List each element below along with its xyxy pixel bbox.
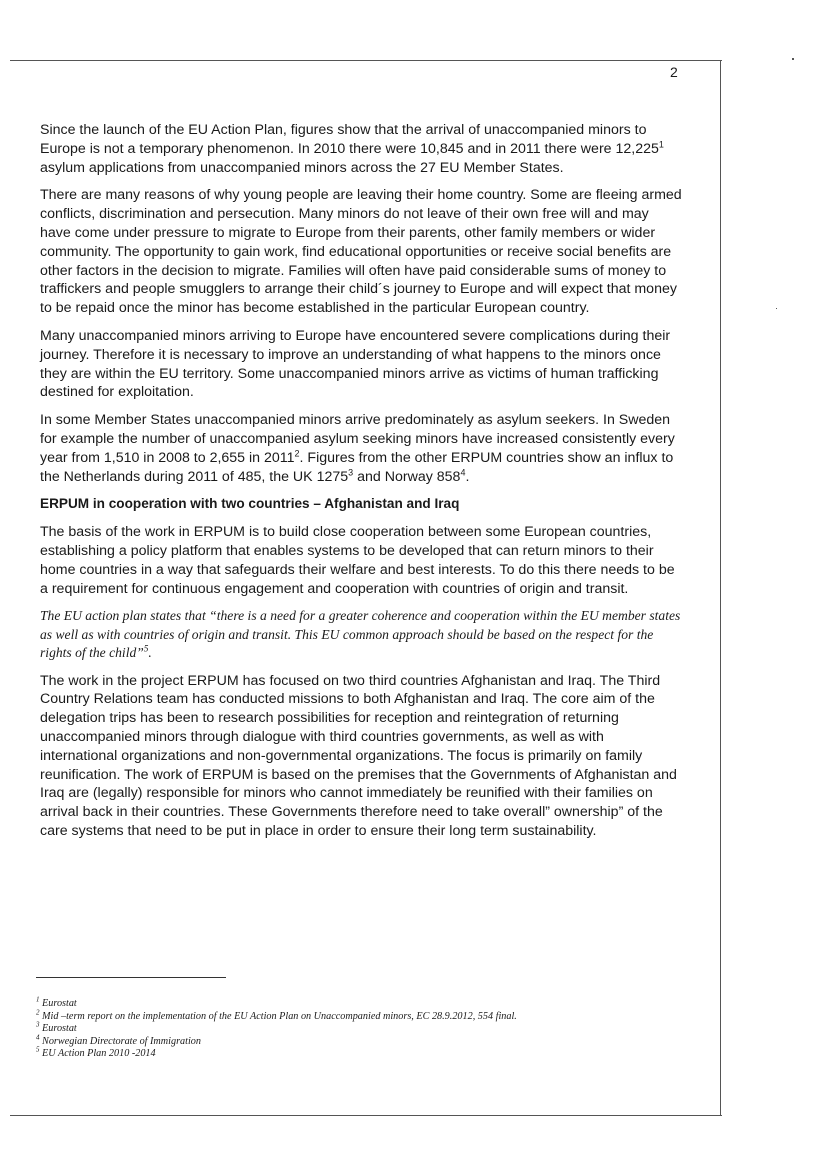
footnote-item	[36, 1020, 696, 1036]
footnote-ref: 5	[143, 643, 149, 654]
quote-paragraph	[40, 607, 683, 662]
footnote-item	[36, 1045, 696, 1061]
footnote-text: Eurostat	[39, 998, 77, 1009]
text-run: and Norway 858	[353, 468, 461, 485]
document-body	[40, 121, 683, 850]
text-run: The work in the project ERPUM has focused on two third countries Afghanistan and Iraq. The Third Country Relations team has conducted missions to both Afghanistan and Iraq. The core aim of the delegation trips has been to research possibilities for reception and reintegration of returning unaccompanied minors through dialogue with third countries governments, as well as with international organizations and non-governmental organizations. The focus is primarily on family reunification. The work of ERPUM is based on the premises that the Governments of Afghanistan and Iraq are (legally) responsible for minors who cannot immediately be reunified with their families on arrival back in their countries. These Governments therefore need to take overall” ownership” of the care systems that need to be put in place in order to ensure their long term sustainability.	[40, 672, 677, 839]
footnote-ref: 2	[294, 448, 300, 459]
text-run: .	[465, 468, 470, 485]
footnote-ref: 3	[348, 466, 354, 477]
footnote-text: Eurostat	[39, 1023, 77, 1035]
footnote-ref: 1	[658, 139, 664, 150]
text-run: asylum applications from unaccompanied minors across the 27 EU Member States.	[40, 159, 564, 176]
text-run: The basis of the work in ERPUM is to build close cooperation between some European countries, establishing a policy platform that enables systems to be developed that can return minors to their home countries in a way that safeguards their welfare and best interests. To do this there needs to be a requirement for continuous engagement and cooperation with countries of origin and transit.	[40, 524, 675, 597]
footnote-number: 2	[36, 1008, 40, 1017]
footnote-text: Mid –term report on the implementation of the EU Action Plan on Unaccompanied minors, EC 28.9.2012, 554 final.	[39, 1010, 517, 1022]
body-paragraph	[40, 186, 683, 318]
footnote-text: Norwegian Directorate of Immigration	[39, 1035, 201, 1047]
footnote-number: 5	[36, 1045, 40, 1054]
scan-speck	[792, 58, 794, 60]
text-run: There are many reasons of why young people are leaving their home country. Some are fleeing armed conflicts, discrimination and persecution. Many minors do not leave of their own free will and may have come under pressure to migrate to Europe from their parents, other family members or wider community. The opportunity to gain work, find educational opportunities or receive social benefits are other factors in the decision to migrate. Families will often have paid considerable sums of money to traffickers and people smugglers to arrange their child´s journey to Europe and will expect that money to be repaid once the minor has become established in the particular European country.	[40, 187, 682, 317]
footnote-item	[36, 1008, 696, 1024]
text-run: .	[148, 645, 152, 661]
footnote-text: EU Action Plan 2010 -2014	[39, 1048, 156, 1060]
body-paragraph	[40, 411, 683, 486]
bottom-border-rule	[10, 1115, 722, 1116]
text-run: The EU action plan states that “there is a need for a greater coherence and cooperation within the EU member states as well as with countries of origin and transit. This EU common approach should be based on the respect for the rights of the child”	[40, 608, 681, 661]
footnotes	[36, 995, 696, 1061]
scan-speck	[776, 308, 777, 309]
footnote-item	[36, 1033, 696, 1049]
text-run: . Figures from the other ERPUM countries show an influx to the Netherlands during 2011 of 485, the UK 1275	[40, 449, 674, 485]
footnote-number: 1	[36, 995, 40, 1004]
body-paragraph	[40, 523, 683, 598]
section-heading	[40, 495, 683, 514]
footnote-number: 3	[36, 1020, 40, 1029]
text-run: In some Member States unaccompanied minors arrive predominately as asylum seekers. In Sweden for example the number of unaccompanied asylum seeking minors have increased consistently every year from 1,510 in 2008 to 2,655 in 2011	[40, 412, 675, 466]
body-paragraph	[40, 327, 683, 402]
footnote-number: 4	[36, 1033, 40, 1042]
body-paragraph	[40, 672, 683, 841]
text-run: ERPUM in cooperation with two countries – Afghanistan and Iraq	[40, 496, 460, 512]
top-border-rule	[10, 60, 722, 61]
footnote-separator	[36, 977, 226, 978]
text-run: Many unaccompanied minors arriving to Europe have encountered severe complications during their journey. Therefore it is necessary to improve an understanding of what happens to the minors once they are within the EU territory. Some unaccompanied minors arrive as victims of human trafficking destined for exploitation.	[40, 327, 671, 401]
footnote-ref: 4	[460, 466, 466, 477]
text-run: Since the launch of the EU Action Plan, figures show that the arrival of unaccompanied minors to Europe is not a temporary phenomenon. In 2010 there were 10,845 and in 2011 there were 12,225	[40, 122, 659, 157]
page-number: 2	[670, 64, 678, 80]
right-border-rule	[720, 60, 721, 1115]
body-paragraph	[40, 121, 683, 177]
footnote-item	[36, 995, 696, 1011]
